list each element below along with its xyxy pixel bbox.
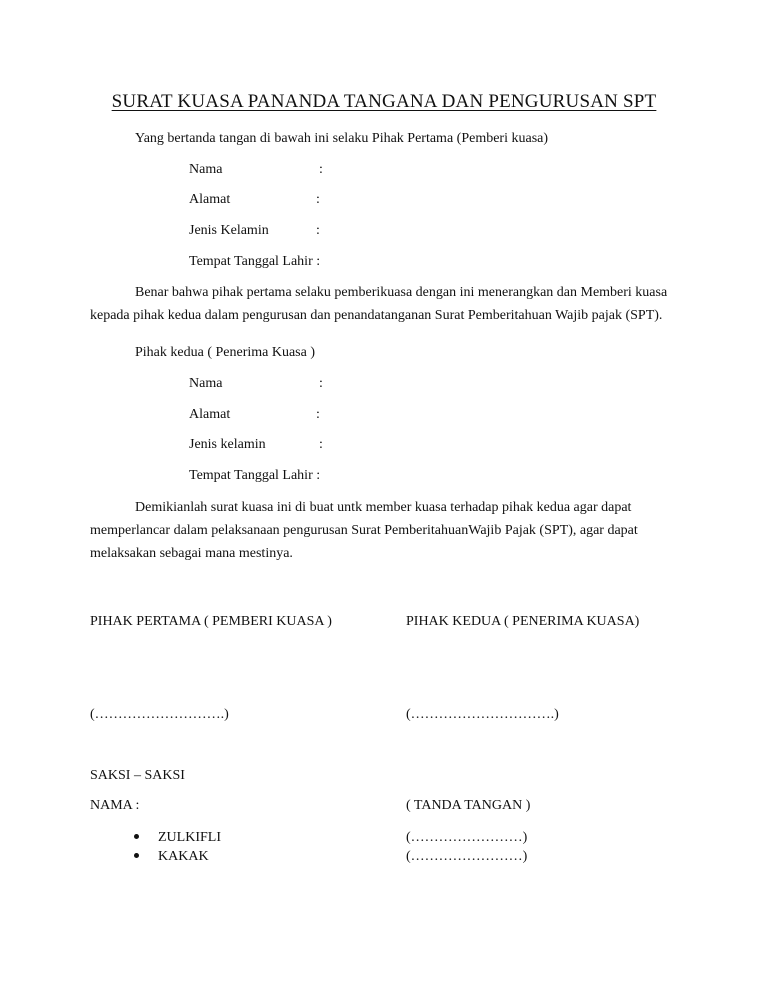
closing-line-1: Demikianlah surat kuasa ini di buat untk member kuasa terhadap pihak kedua agar dapat bbox=[135, 500, 632, 515]
witness-name: KAKAK bbox=[158, 849, 209, 864]
first-party-signature-label: PIHAK PERTAMA ( PEMBERI KUASA ) bbox=[90, 614, 332, 629]
field-colon: : bbox=[319, 162, 323, 177]
witness-heading: SAKSI – SAKSI bbox=[90, 768, 185, 783]
witness-name-label: NAMA : bbox=[90, 798, 140, 813]
field-colon: : bbox=[316, 192, 320, 207]
witness-signature-blank: (……………………) bbox=[406, 830, 528, 845]
witness-sign-label: ( TANDA TANGAN ) bbox=[406, 798, 531, 813]
field-colon: : bbox=[319, 437, 323, 452]
field-label-alamat: Alamat bbox=[189, 407, 231, 422]
second-party-signature-blank: (………………………….) bbox=[406, 707, 559, 722]
closing-line-2: memperlancar dalam pelaksanaan pengurusan Surat PemberitahuanWajib Pajak (SPT), agar dapat bbox=[90, 523, 638, 538]
field-colon: : bbox=[319, 376, 323, 391]
witness-name: ZULKIFLI bbox=[158, 830, 221, 845]
field-label-tempat-tanggal-lahir: Tempat Tanggal Lahir : bbox=[189, 468, 321, 483]
field-label-nama: Nama bbox=[189, 376, 223, 391]
statement-line-1: Benar bahwa pihak pertama selaku pemberikuasa dengan ini menerangkan dan Memberi kuasa bbox=[135, 285, 668, 300]
witness-signature-blank: (……………………) bbox=[406, 849, 528, 864]
second-party-signature-label: PIHAK KEDUA ( PENERIMA KUASA) bbox=[406, 614, 640, 629]
field-label-nama: Nama bbox=[189, 162, 223, 177]
first-party-signature-blank: (……………………….) bbox=[90, 707, 229, 722]
field-label-alamat: Alamat bbox=[189, 192, 231, 207]
bullet-icon bbox=[134, 834, 139, 839]
field-label-tempat-tanggal-lahir: Tempat Tanggal Lahir : bbox=[189, 254, 321, 269]
statement-line-2: kepada pihak kedua dalam pengurusan dan penandatanganan Surat Pemberitahuan Wajib pajak (SPT). bbox=[90, 308, 663, 323]
field-colon: : bbox=[316, 407, 320, 422]
intro-text: Yang bertanda tangan di bawah ini selaku Pihak Pertama (Pemberi kuasa) bbox=[135, 131, 549, 146]
document-title: SURAT KUASA PANANDA TANGANA DAN PENGURUSAN SPT bbox=[111, 91, 657, 112]
field-label-jenis-kelamin: Jenis kelamin bbox=[189, 437, 266, 452]
field-label-jenis-kelamin: Jenis Kelamin bbox=[189, 223, 269, 238]
bullet-icon bbox=[134, 853, 139, 858]
closing-line-3: melaksakan sebagai mana mestinya. bbox=[90, 546, 293, 561]
second-party-heading: Pihak kedua ( Penerima Kuasa ) bbox=[135, 345, 315, 360]
field-colon: : bbox=[316, 223, 320, 238]
